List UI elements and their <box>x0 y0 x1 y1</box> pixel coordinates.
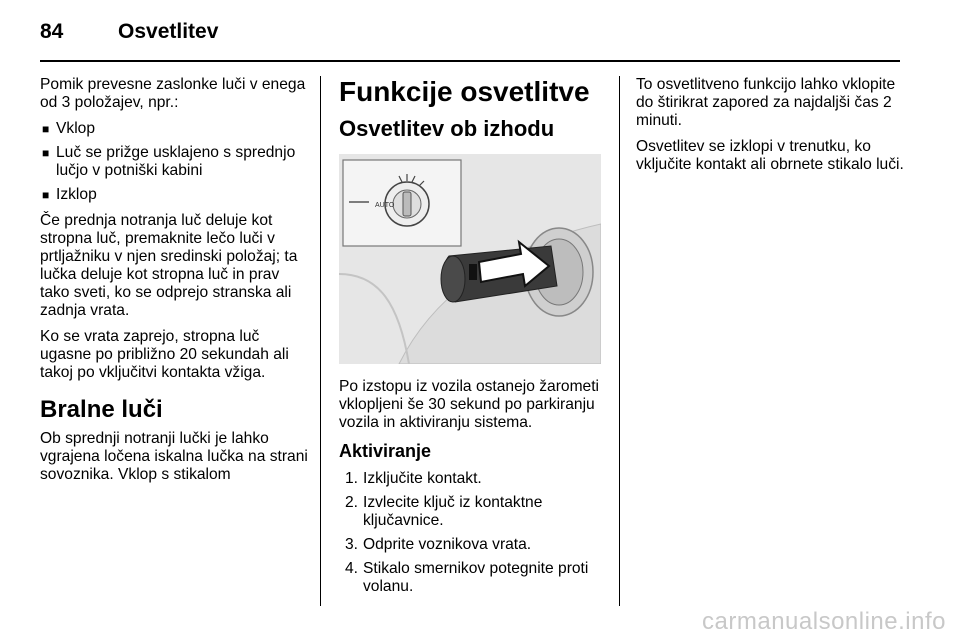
body-paragraph: To osvetlitveno funkcijo lahko vklopite do štirikrat zapored za najdaljši čas 2 minuti. <box>636 76 896 129</box>
step-text: Izključite kontakt. <box>363 470 482 487</box>
step-text: Izvlecite ključ iz kontaktne ključavnice. <box>363 494 543 529</box>
step-number: 3. <box>345 536 359 553</box>
step-number: 1. <box>345 470 359 487</box>
header-divider <box>40 60 900 62</box>
page-title: Osvetlitev <box>118 20 219 43</box>
step-item <box>339 536 605 554</box>
step-number: 2. <box>345 494 359 511</box>
list-item-text: Luč se prižge usklajeno s sprednjo lučjo v potniški kabini <box>56 144 296 179</box>
section-heading: Bralne luči <box>40 396 163 423</box>
column-divider-right <box>619 76 620 606</box>
steps-heading: Aktiviranje <box>339 441 432 461</box>
list-item <box>40 120 312 138</box>
body-paragraph: Po izstopu iz vozila ostanejo žarometi vklopljeni še 30 sekund po parkiranju vozila in aktiviranju sistema. <box>339 378 600 431</box>
intro-paragraph: Pomik prevesne zaslonke luči v enega od 3 položajev, npr.: <box>40 76 306 111</box>
bullet-icon: ■ <box>42 146 50 160</box>
page-header <box>40 20 900 60</box>
section-heading: Funkcije osvetlitve <box>339 76 590 107</box>
step-number: 4. <box>345 560 359 577</box>
middle-column <box>339 76 605 602</box>
exit-lighting-illustration <box>339 154 601 364</box>
watermark: carmanualsonline.info <box>702 608 946 635</box>
right-column <box>636 76 904 182</box>
bullet-icon: ■ <box>42 188 50 202</box>
illustration-svg <box>339 154 601 364</box>
list-item-text: Vklop <box>56 120 96 137</box>
body-paragraph: Ko se vrata zaprejo, stropna luč ugasne po približno 20 sekundah ali takoj po vključitvi kontakta vžiga. <box>40 328 289 381</box>
left-column <box>40 76 312 492</box>
body-paragraph: Ob sprednji notranji lučki je lahko vgrajena ločena iskalna lučka na strani sovoznika. Vklop s stikalom <box>40 430 308 483</box>
position-list <box>40 120 312 204</box>
list-item-text: Izklop <box>56 186 97 203</box>
bullet-icon: ■ <box>42 122 50 136</box>
step-item <box>339 470 605 488</box>
column-divider-left <box>320 76 321 606</box>
svg-text:AUTO: AUTO <box>375 202 395 209</box>
body-paragraph: Če prednja notranja luč deluje kot stropna luč, premaknite lečo luči v prtljažniku v njen sredinski položaj; ta lučka deluje kot stropna luč in prav tako sveti, ko se odprejo stranska ali zadnja vrata. <box>40 212 298 319</box>
page-number: 84 <box>40 20 64 43</box>
body-paragraph: Osvetlitev se izklopi v trenutku, ko vključite kontakt ali obrnete stikalo luči. <box>636 138 904 173</box>
step-item <box>339 494 605 530</box>
list-item <box>40 144 312 180</box>
subsection-heading: Osvetlitev ob izhodu <box>339 116 555 141</box>
step-text: Stikalo smernikov potegnite proti volanu. <box>363 560 589 595</box>
step-item <box>339 560 605 596</box>
list-item <box>40 186 312 204</box>
steps-list <box>339 470 605 596</box>
step-text: Odprite voznikova vrata. <box>363 536 532 553</box>
